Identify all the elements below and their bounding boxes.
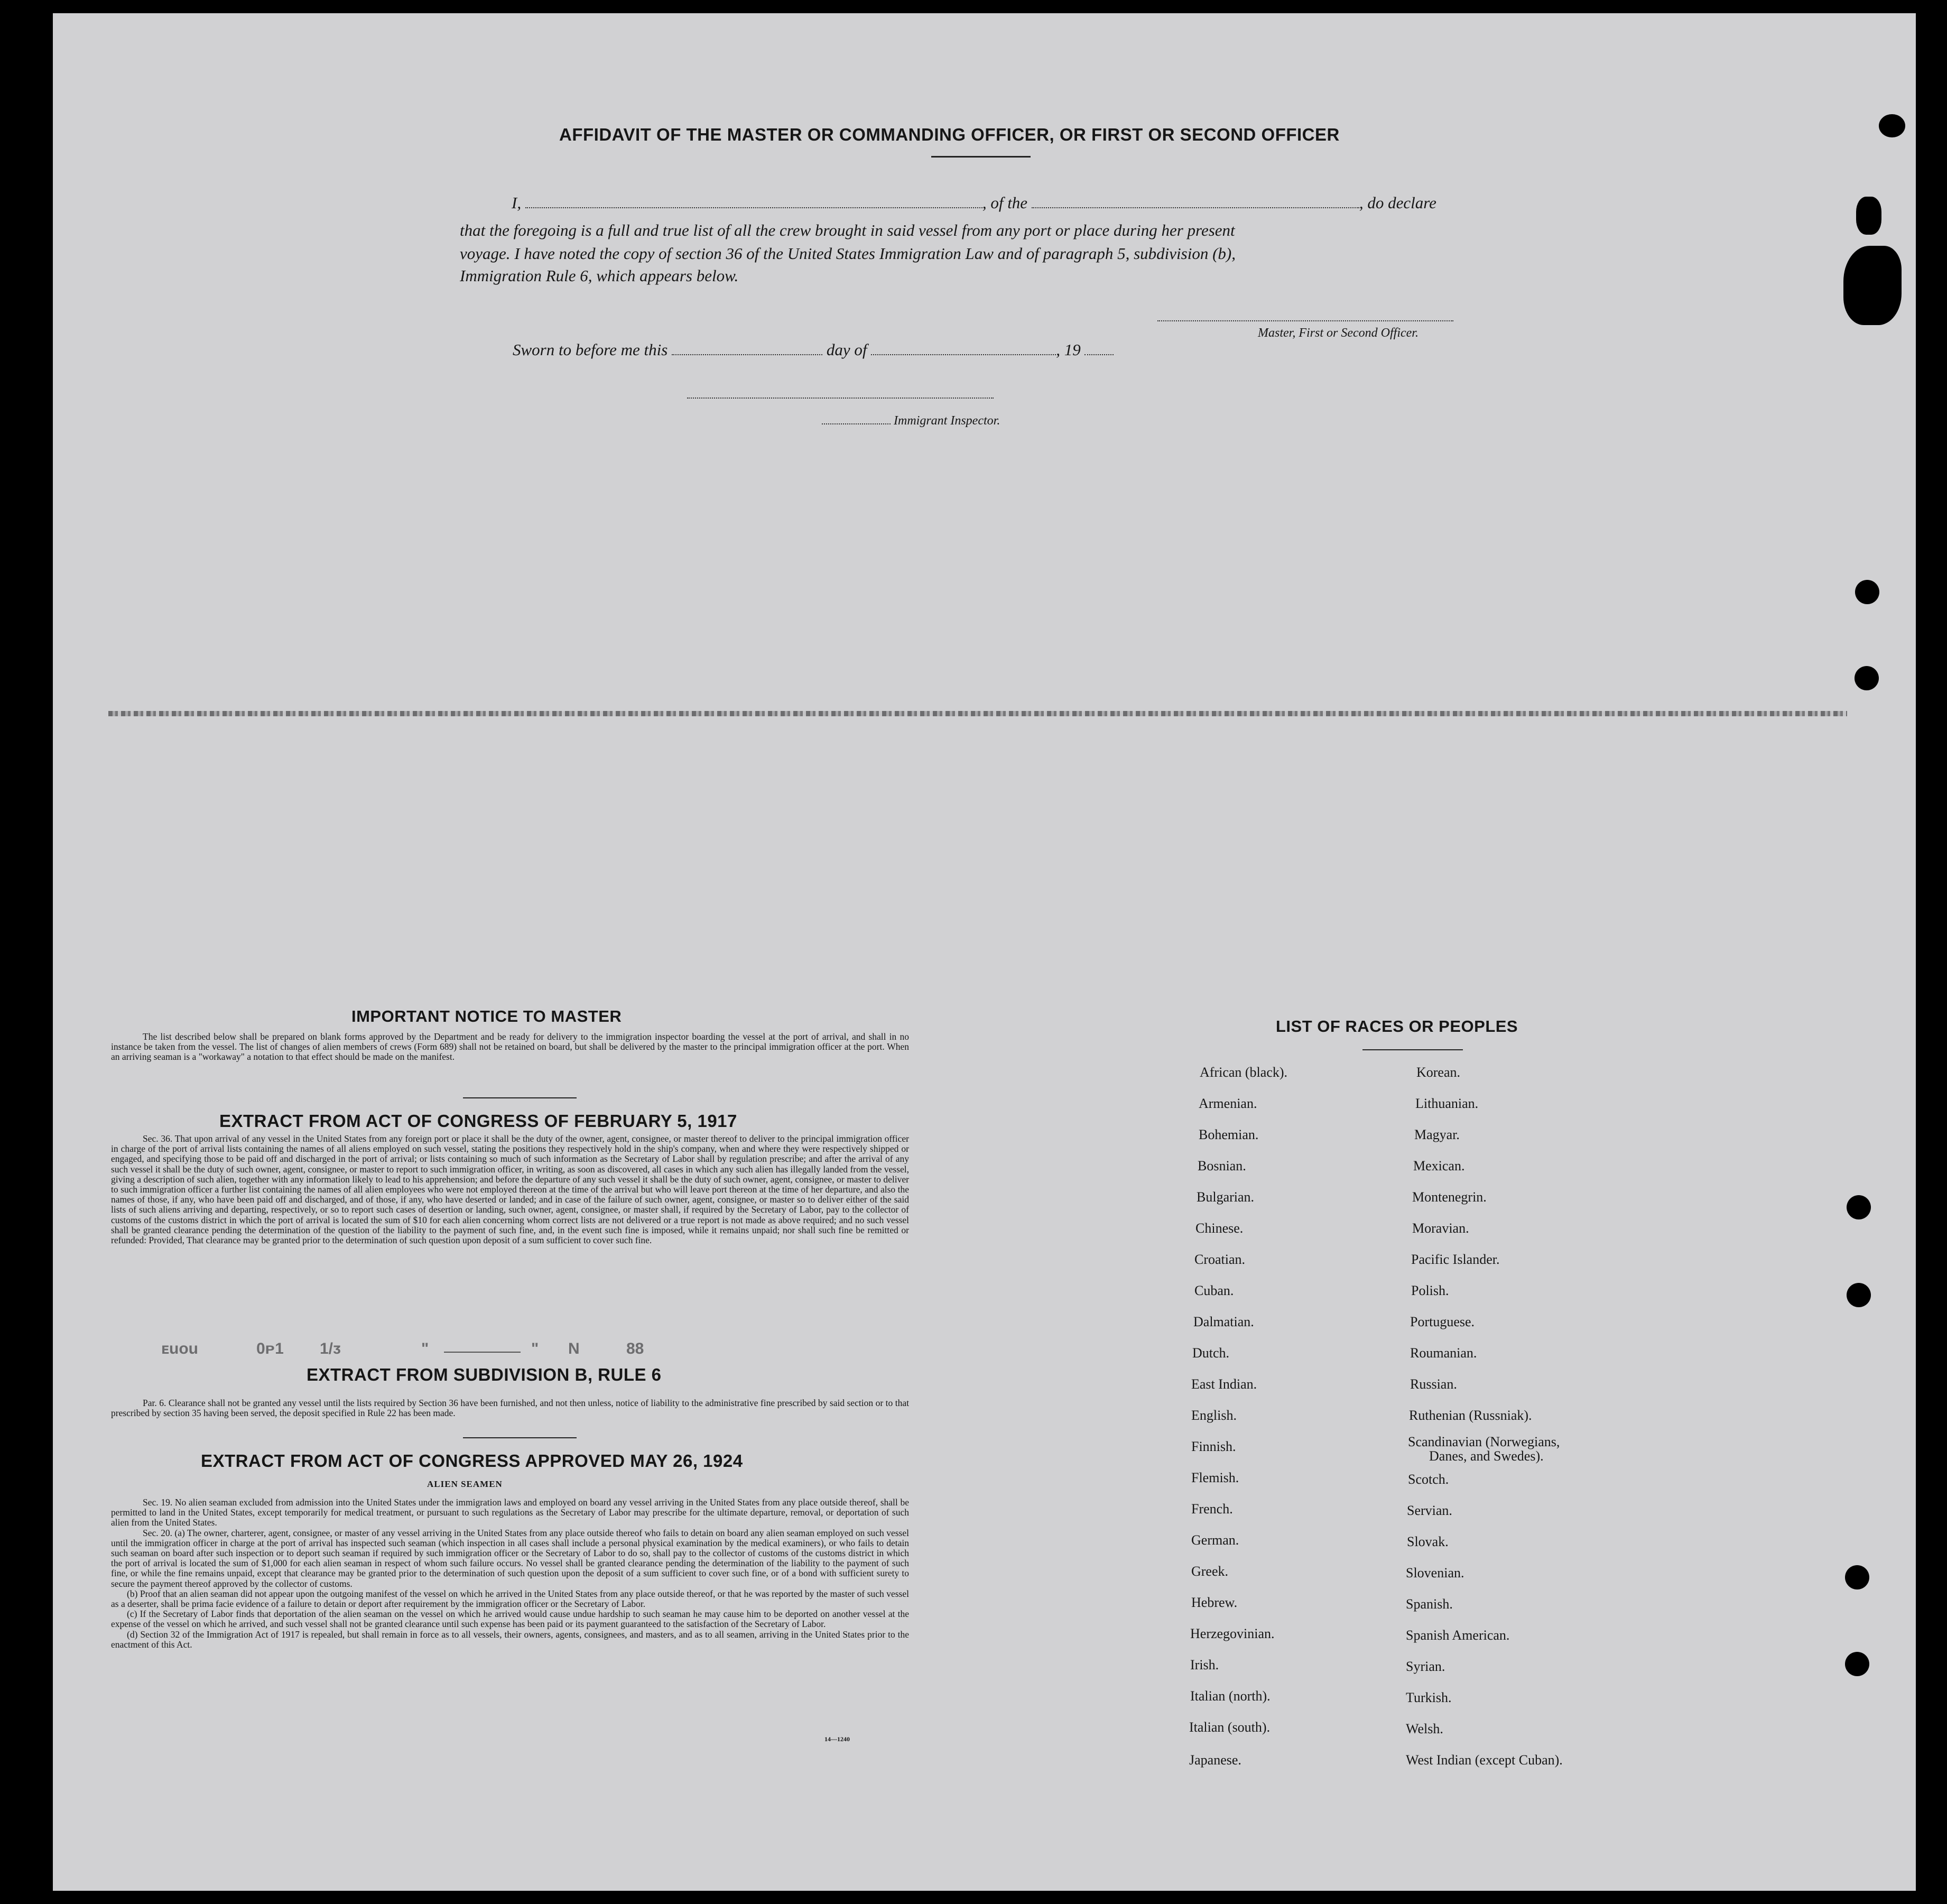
race-item: West Indian (except Cuban). [1406, 1752, 1563, 1768]
vessel-blank[interactable] [1032, 207, 1359, 208]
race-item: Roumanian. [1410, 1345, 1477, 1361]
race-item: Flemish. [1191, 1470, 1239, 1485]
race-item: Hebrew. [1191, 1595, 1238, 1610]
affidavit-line-3: voyage. I have noted the copy of section 36 of the United States Immigration Law and of paragraph 5, subdivision (b), [460, 244, 1236, 263]
binder-hole [1847, 1195, 1871, 1219]
race-item: Polish. [1411, 1283, 1449, 1298]
race-item: Servian. [1407, 1503, 1452, 1518]
stamp-part: 1/ᴣ [320, 1340, 341, 1357]
race-item: Welsh. [1406, 1721, 1443, 1736]
sec-20c-paragraph: (c) If the Secretary of Labor finds that deportation of the alien seaman on the vessel on which he arrived would cause undue hardship to such seaman he may cause him to be deported on another vessel at the expense of the vessel on which he arrived, and such vessel shall not be granted clearance until such expense has been paid or its payment guaranteed to the satisfaction of the Secretary of Labor. [111, 1609, 909, 1630]
stamp-part: 88 [626, 1340, 644, 1357]
race-item: African (black). [1200, 1065, 1288, 1080]
divider [463, 1437, 577, 1438]
sworn-month-blank[interactable] [871, 354, 1056, 355]
race-item: Moravian. [1412, 1221, 1469, 1236]
race-item: Japanese. [1189, 1752, 1241, 1768]
notice-title: IMPORTANT NOTICE TO MASTER [351, 1007, 622, 1025]
race-item: English. [1191, 1408, 1237, 1423]
affidavit-declare-label: , do declare [1359, 193, 1436, 212]
race-item: Dalmatian. [1193, 1314, 1254, 1329]
race-item: Cuban. [1194, 1283, 1234, 1298]
stamp-part: " [531, 1340, 539, 1357]
extract-1924-title: EXTRACT FROM ACT OF CONGRESS APPROVED MAY 26, 1924 [201, 1451, 743, 1471]
race-item: Russian. [1410, 1376, 1457, 1392]
race-item: Syrian. [1406, 1659, 1445, 1674]
stamp-part: N [568, 1340, 580, 1357]
race-item: Bosnian. [1198, 1158, 1246, 1173]
binder-hole [1855, 666, 1879, 690]
race-item: Mexican. [1413, 1158, 1465, 1173]
sec-19-paragraph: Sec. 19. No alien seaman excluded from admission into the United States under the immigration laws and employed on board any vessel arriving in the United States from any place outside thereof, shall be permitted to land in the United States, except temporarily for medical treatment, or pursuant to such regulations as the Secretary of Labor may prescribe for the ultimate departure, removal, or deportation of such alien from the United States. [111, 1497, 909, 1528]
race-item: Irish. [1190, 1657, 1219, 1672]
race-item: Dutch. [1192, 1345, 1230, 1361]
sworn-line [513, 338, 1114, 362]
name-blank[interactable] [525, 207, 982, 208]
stamp-blank [444, 1352, 521, 1353]
divider [1362, 1049, 1463, 1050]
extract-1924-body [111, 1498, 909, 1650]
alien-seamen-subtitle: ALIEN SEAMEN [427, 1479, 503, 1489]
affidavit-line-1 [512, 191, 1436, 215]
race-item: Armenian. [1199, 1096, 1257, 1111]
race-item: Lithuanian. [1415, 1096, 1479, 1111]
binder-hole [1847, 1283, 1871, 1307]
inspector-blank[interactable] [822, 423, 891, 424]
race-item: Spanish. [1406, 1596, 1453, 1612]
binder-hole [1855, 580, 1879, 604]
form-number: 14—1240 [824, 1735, 850, 1743]
divider [463, 1097, 577, 1098]
affidavit-i-label: I, [512, 193, 522, 212]
affidavit-line-2: that the foregoing is a full and true list of all the crew brought in said vessel from any port or place during her present [460, 221, 1235, 239]
sworn-day-blank[interactable] [672, 354, 822, 355]
sworn-label: Sworn to before me this [513, 340, 668, 359]
binder-hole [1845, 1652, 1869, 1676]
race-item: Slovenian. [1406, 1565, 1464, 1580]
race-item: Spanish American. [1406, 1628, 1510, 1643]
binder-hole [1856, 197, 1881, 235]
race-item: German. [1191, 1532, 1239, 1548]
race-item: Korean. [1416, 1065, 1461, 1080]
extract-1917-title: EXTRACT FROM ACT OF CONGRESS OF FEBRUARY 5, 1917 [219, 1111, 737, 1131]
sworn-year-blank[interactable] [1084, 354, 1114, 355]
race-item: Scandinavian (Norwegians, [1408, 1434, 1560, 1449]
races-title: LIST OF RACES OR PEOPLES [1276, 1017, 1518, 1036]
race-item: Croatian. [1194, 1252, 1246, 1267]
binder-hole [1879, 114, 1905, 137]
race-item: East Indian. [1191, 1376, 1257, 1392]
race-item: Chinese. [1195, 1221, 1244, 1236]
race-item: Montenegrin. [1412, 1189, 1487, 1205]
race-item: Slovak. [1407, 1534, 1449, 1549]
affidavit-title: AFFIDAVIT OF THE MASTER OR COMMANDING OFFICER, OR FIRST OR SECOND OFFICER [559, 125, 1340, 144]
inspector-line [822, 409, 1000, 432]
extract-rule6-title: EXTRACT FROM SUBDIVISION B, RULE 6 [307, 1365, 662, 1384]
extract-rule6-text: Par. 6. Clearance shall not be granted any vessel until the lists required by Section 36 have been furnished, and not then unless, notice of liability to the administrative fine prescribed by said section or to that prescribed by section 35 having been served, the deposit specified in Rule 22 has been made. [111, 1398, 909, 1419]
race-item: Danes, and Swedes). [1429, 1448, 1544, 1464]
day-of-label: day of [826, 340, 867, 359]
extract-1917-text: Sec. 36. That upon arrival of any vessel in the United States from any foreign port or place it shall be the duty of the owner, agent, consignee, or master thereof to deliver to the principal immigration officer in charge of the port of arrival lists containing the names of all aliens employed on such vessel, stating the positions they respectively hold in the ship's company, when and where they were respectively shipped or engaged, and specifying those to be paid off and discharged in the port of arrival; or lists containing so much of such information as the Secretary of Labor shall by regulation prescribe; and after the arrival of any such vessel it shall be the duty of such owner, agent, consignee, or master to report to such immigration officer, in writing, as soon as discovered, all cases in which any such alien has illegally landed from the vessel, giving a description of such alien, together with any information likely to lead to his apprehension; and before the departure of any such vessel it shall be the duty of such owner, agent, consignee, or master to deliver to such immigration officer a further list containing the names of all alien employees who were not employed thereon at the time of the arrival but who will leave port thereon at the time of her departure, and also the names of those, if any, who have been paid off and discharged, and of those, if any, who have deserted or landed; and in case of the failure of such owner, agent, consignee, or master so to deliver either of the said lists of such aliens arriving and departing, respectively, or so to report such cases of desertion or landing, such owner, agent, consignee, or master shall, if required by the Secretary of Labor, pay to the collector of customs of the customs district in which the port of arrival is located the sum of $10 for each alien concerning whom correct lists are not delivered or a true report is not made as above required; and no such vessel shall be granted clearance pending the determination of the question of the liability to the payment of such fine, and, in the event such fine is imposed, while it remains unpaid; nor shall such fine be remitted or refunded: Provided, That clearance may be granted prior to the determination of such question upon deposit of a sum sufficient to cover such fine. [111, 1133, 909, 1246]
year-label: , 19 [1056, 340, 1081, 359]
race-item: Ruthenian (Russniak). [1409, 1408, 1532, 1423]
race-item: Magyar. [1414, 1127, 1460, 1142]
race-item: Greek. [1191, 1564, 1229, 1579]
master-signature-label: Master, First or Second Officer. [1258, 326, 1418, 340]
race-item: Finnish. [1191, 1439, 1236, 1454]
notice-text: The list described below shall be prepared on blank forms approved by the Department and be ready for delivery to the immigration inspector boarding the vessel at the port of arrival, and shall in no instance be taken from the vessel. The list of changes of alien members of crews (Form 689) shall not be retained on board, but shall be delivered by the master to the principal immigration officer at the port. When an arriving seaman is a "workaway" a notation to that effect should be made on the manifest. [111, 1031, 909, 1062]
race-item: Italian (north). [1190, 1688, 1271, 1704]
race-item: Turkish. [1406, 1690, 1452, 1705]
affidavit-line-4: Immigration Rule 6, which appears below. [460, 266, 739, 285]
race-item: Portuguese. [1410, 1314, 1475, 1329]
race-item: Bohemian. [1199, 1127, 1259, 1142]
fold-crease [108, 711, 1847, 716]
stamp-part: ᴇuou [161, 1340, 198, 1357]
sec-20d-paragraph: (d) Section 32 of the Immigration Act of 1917 is repealed, but shall remain in force as to all vessels, their owners, agents, consignees, and masters, and as to all seamen, arriving in the United States prior to the enactment of this Act. [111, 1629, 909, 1650]
sec-20b-paragraph: (b) Proof that an alien seaman did not appear upon the outgoing manifest of the vessel on which he arrived in the United States from any place outside thereof, or that he was reported by the master of such vessel as a deserter, shall be prima facie evidence of a failure to detain or deport after requirement by the immigration officer or the Secretary of Labor. [111, 1588, 909, 1610]
stamp-part: " [421, 1340, 429, 1357]
inspector-signature-blank[interactable] [687, 398, 994, 399]
race-item: Herzegovinian. [1190, 1626, 1275, 1641]
sec-20a-paragraph: Sec. 20. (a) The owner, charterer, agent, consignee, or master of any vessel arriving in the United States from any place outside thereof who fails to detain on board any alien seaman employed on such vessel until the immigration officer in charge at the port of arrival has inspected such seaman (which inspection in all cases shall include a personal physical examination by the medical examiners), or who fails to detain such seaman on board after such inspection or to deport such seaman if required by such immigration officer or the Secretary of Labor to do so, shall pay to the collector of customs of the customs district in which the port of arrival is located the sum of $1,000 for each alien seaman in respect of whom such failure occurs. No vessel shall be granted clearance pending the determination of the liability to the payment of such fine, or while the fine remains unpaid, except that clearance may be granted prior to the determination of such question upon the deposit of a sum sufficient to cover such fine, or of a bond with sufficient surety to secure the payment thereof approved by the collector of customs. [111, 1527, 909, 1589]
divider [931, 156, 1031, 158]
binder-hole [1845, 1565, 1869, 1589]
race-item: Pacific Islander. [1411, 1252, 1500, 1267]
binder-hole [1843, 246, 1902, 325]
race-item: Italian (south). [1189, 1720, 1271, 1735]
race-item: Scotch. [1408, 1472, 1449, 1487]
race-item: Bulgarian. [1197, 1189, 1255, 1205]
inspector-label: Immigrant Inspector. [894, 414, 1000, 428]
stamp-part: 0ᴘ1 [256, 1340, 284, 1357]
affidavit-of-the-label: , of the [982, 193, 1028, 212]
race-item: French. [1191, 1501, 1233, 1517]
